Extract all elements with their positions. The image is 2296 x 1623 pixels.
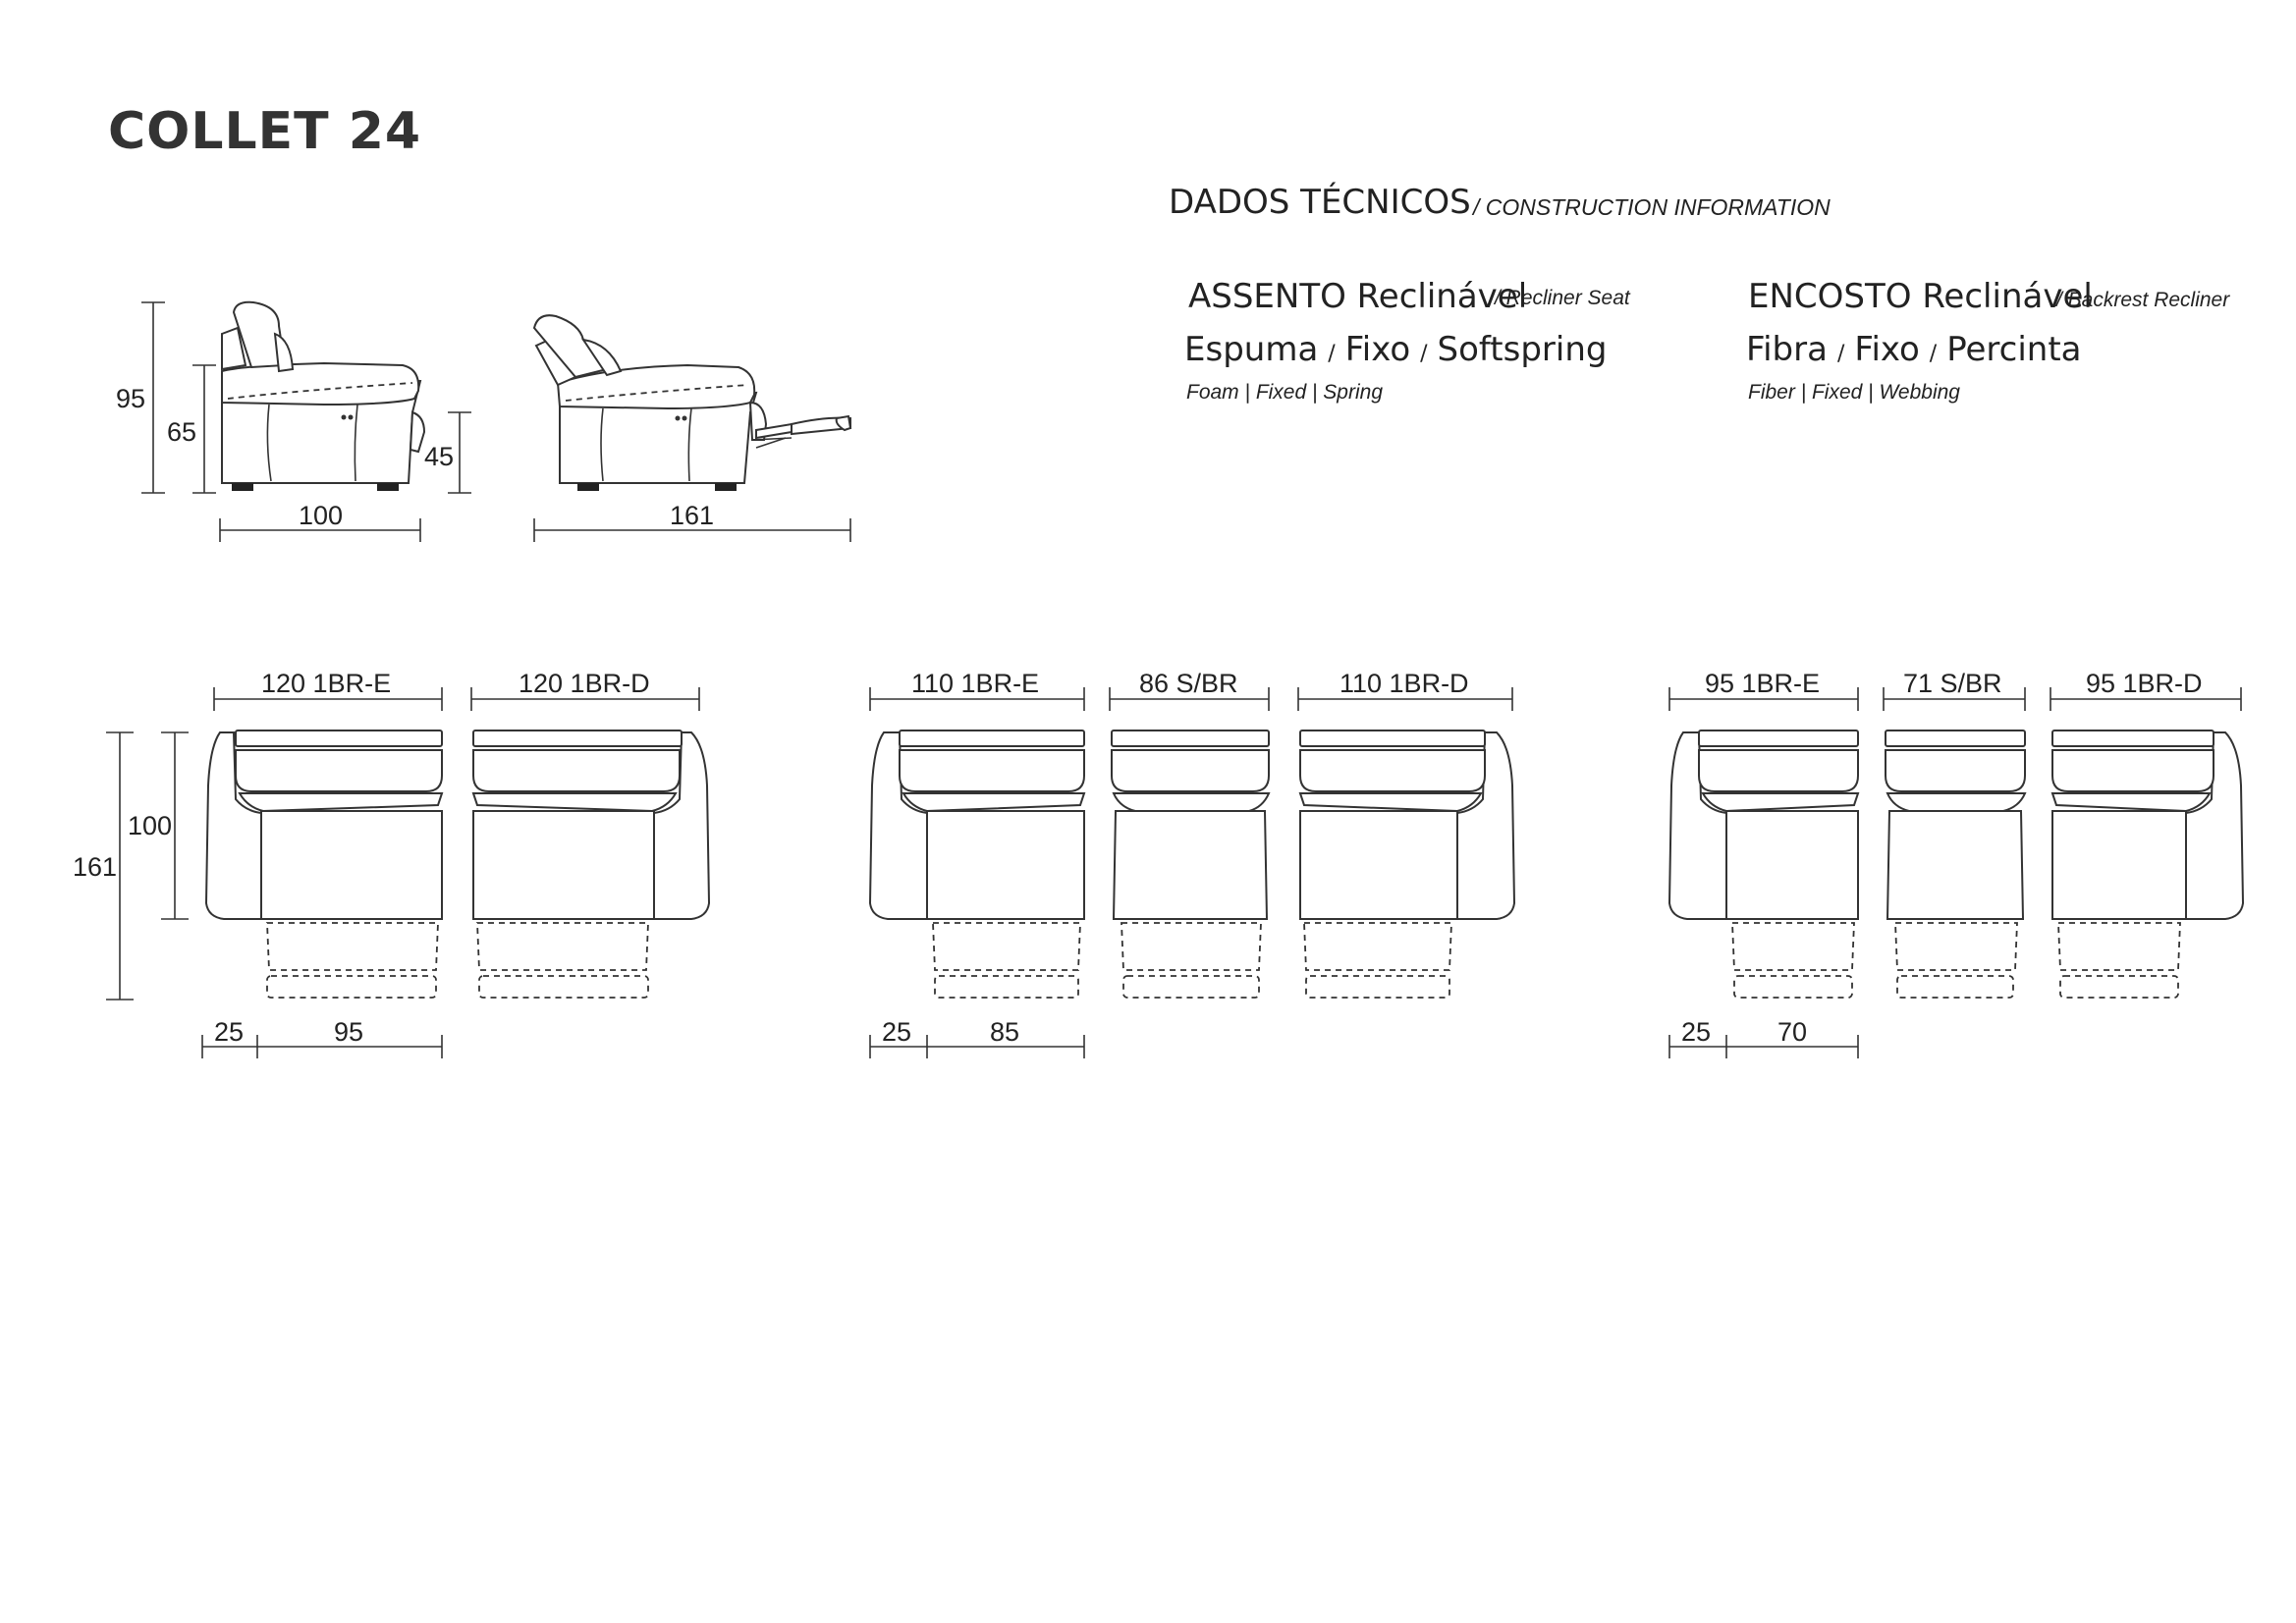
side-view-closed (116, 302, 471, 542)
seat-materials: Espuma / Fixo / Softspring (1184, 330, 1608, 369)
seat-title: ASSENTO Reclinável (1188, 277, 1528, 316)
seat-material-1: Espuma (1184, 330, 1319, 369)
seat-material-3: Softspring (1437, 330, 1608, 369)
dim-arm-width: 25 (882, 1017, 912, 1047)
dim-depth-total: 161 (73, 852, 118, 882)
module-group-3 (1669, 669, 2243, 1058)
dim-height-total: 95 (116, 384, 146, 413)
dim-seat-width: 95 (334, 1017, 364, 1047)
module-label: 95 1BR-D (2086, 669, 2203, 698)
back-material-2: Fixo (1854, 330, 1920, 369)
module-label: 120 1BR-E (261, 669, 392, 698)
seat-materials-en: Foam | Fixed | Spring (1186, 381, 1383, 404)
back-materials-en: Fiber | Fixed | Webbing (1748, 381, 1960, 404)
tech-heading: DADOS TÉCNICOS (1169, 183, 1471, 222)
seat-title-en: / Recliner Seat (1495, 287, 1630, 309)
module-label: 110 1BR-D (1339, 669, 1469, 698)
back-material-3: Percinta (1946, 330, 2082, 369)
tech-heading-en: / CONSTRUCTION INFORMATION (1473, 194, 1831, 220)
module-label: 95 1BR-E (1705, 669, 1821, 698)
module-label: 120 1BR-D (519, 669, 650, 698)
side-view-open (534, 315, 850, 542)
dim-seat-width: 70 (1777, 1017, 1808, 1047)
dim-height-seat-back: 65 (167, 417, 197, 447)
module-group-2 (870, 669, 1514, 1058)
back-materials: Fibra / Fixo / Percinta (1746, 330, 2082, 369)
back-material-1: Fibra (1746, 330, 1828, 369)
seat-material-en-2: Fixed (1255, 381, 1307, 404)
seat-material-en-3: Spring (1323, 381, 1383, 404)
module-label: 110 1BR-E (911, 669, 1040, 698)
module-label: 71 S/BR (1903, 669, 2002, 698)
dim-depth-open: 161 (670, 501, 715, 530)
dim-seat-width: 85 (990, 1017, 1020, 1047)
back-material-en-3: Webbing (1879, 381, 1960, 404)
back-material-en-2: Fixed (1811, 381, 1863, 404)
dim-height-seat: 45 (424, 442, 455, 471)
dim-arm-width: 25 (1681, 1017, 1712, 1047)
seat-material-en-1: Foam (1186, 381, 1239, 404)
dim-depth-seat: 100 (128, 811, 173, 840)
seat-material-2: Fixo (1344, 330, 1411, 369)
page-title: COLLET 24 (108, 102, 422, 161)
back-title-en: / Backrest Recliner (2056, 289, 2230, 311)
module-label: 86 S/BR (1139, 669, 1238, 698)
back-material-en-1: Fiber (1748, 381, 1795, 404)
dim-depth-closed: 100 (299, 501, 344, 530)
dim-arm-width: 25 (214, 1017, 245, 1047)
module-group-1 (73, 669, 709, 1058)
back-title: ENCOSTO Reclinável (1748, 277, 2093, 316)
